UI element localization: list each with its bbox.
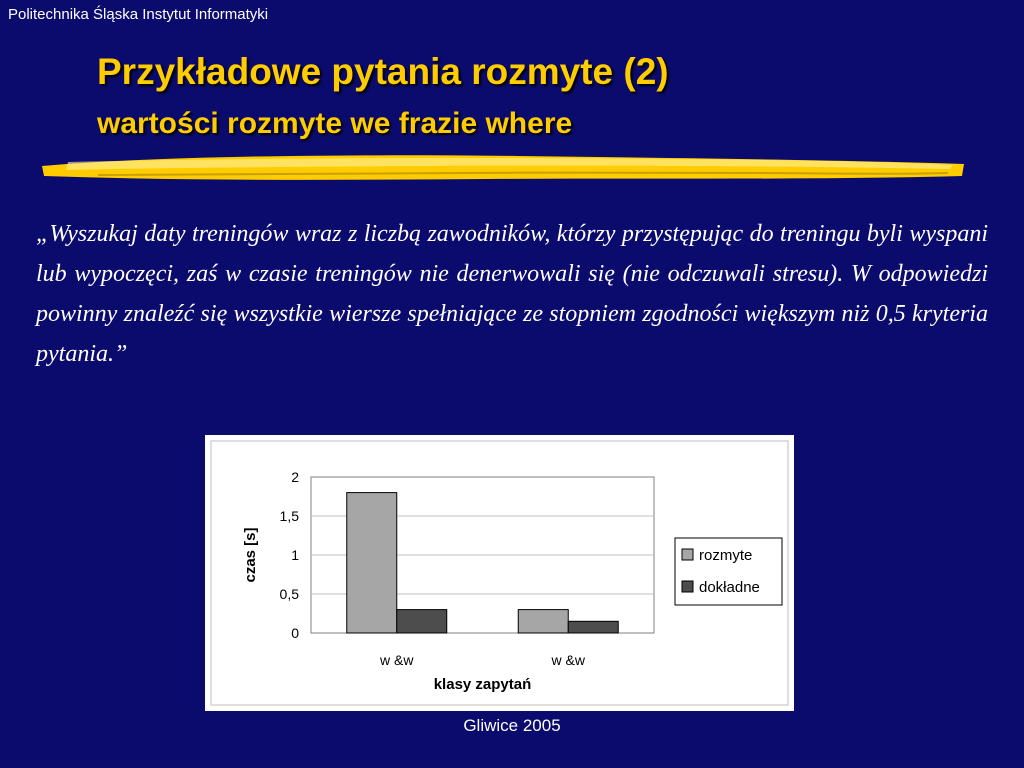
legend-label: rozmyte [699, 547, 753, 564]
chart-panel [205, 435, 794, 711]
y-tick-label: 1 [291, 547, 299, 563]
bar-rozmyte [347, 493, 397, 633]
legend-swatch [682, 581, 693, 592]
query-paragraph: „Wyszukaj daty treningów wraz z liczbą zawodników, którzy przystępując do treningu byli wyspani lub wypoczęci, zaś w czasie treningów nie denerwowali się (nie odczuwali stresu). W odpowiedzi powinny znaleźć się wszystkie wiersze spełniające ze stopniem zgodności większym niż 0,5 kryteria pytania.” [36, 221, 988, 367]
slide-title: Przykładowe pytania rozmyte (2) [97, 51, 669, 92]
x-tick-label: w &w [380, 652, 414, 668]
y-tick-label: 0 [291, 625, 299, 641]
legend-label: dokładne [699, 579, 760, 596]
x-tick-label: w &w [551, 652, 585, 668]
y-axis-label: czas [s] [242, 527, 259, 583]
bar-chart [205, 435, 794, 711]
bar-dokladne [397, 610, 447, 633]
bar-rozmyte [518, 610, 568, 633]
legend-swatch [682, 549, 693, 560]
slide-subtitle: wartości rozmyte we frazie where [97, 107, 573, 140]
y-tick-label: 0,5 [279, 586, 299, 602]
decorative-brush-stroke [38, 150, 968, 186]
bar-dokladne [568, 621, 618, 633]
y-tick-label: 1,5 [279, 508, 299, 524]
organization-header: Politechnika Śląska Instytut Informatyki [8, 6, 269, 23]
x-axis-label: klasy zapytań [433, 676, 532, 693]
y-tick-label: 2 [291, 469, 299, 485]
footer-location: Gliwice 2005 [463, 716, 561, 735]
